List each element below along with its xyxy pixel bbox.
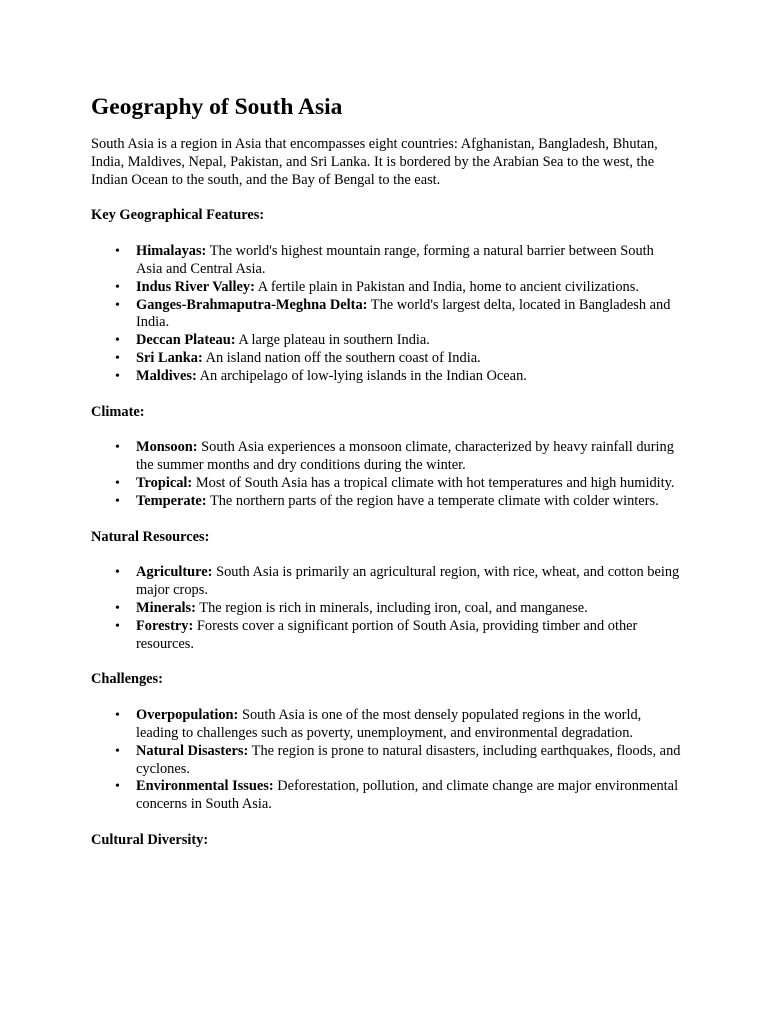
bullet-icon: • — [115, 475, 120, 491]
bullet-list — [91, 439, 683, 510]
list-item — [115, 367, 683, 386]
list-item-text: South Asia is one of the most densely populated regions in the world, leading to challenges such as poverty, unemployment, and environmental degradation. — [136, 707, 642, 741]
list-item-term: Deccan Plateau: — [136, 332, 236, 349]
bullet-icon: • — [115, 600, 120, 616]
list-item — [115, 492, 683, 511]
list-item — [115, 296, 683, 333]
section-heading: Natural Resources: — [91, 528, 210, 545]
list-item — [115, 707, 683, 743]
list-item — [115, 742, 683, 779]
document-sections — [91, 207, 683, 849]
list-item-text: An island nation off the southern coast of India. — [202, 349, 481, 366]
list-item-term: Minerals: — [136, 599, 196, 616]
bullet-icon: • — [115, 618, 120, 634]
list-item — [115, 349, 683, 368]
list-item — [115, 778, 683, 814]
list-item — [115, 617, 683, 654]
list-item — [115, 439, 683, 475]
list-item-term: Natural Disasters: — [136, 742, 249, 759]
list-item-text: South Asia experiences a monsoon climate, characterized by heavy rainfall during the summer months and dry conditions during the winter. — [136, 439, 674, 474]
section-heading: Challenges: — [91, 671, 163, 688]
list-item-term: Monsoon: — [136, 439, 198, 456]
bullet-icon: • — [115, 743, 120, 759]
list-item-text: An archipelago of low-lying islands in the Indian Ocean. — [196, 367, 527, 384]
list-item — [115, 564, 683, 600]
list-item-text: Forests cover a significant portion of South Asia, providing timber and other resources. — [136, 617, 638, 652]
bullet-icon: • — [115, 350, 120, 366]
document-title: Geography of South Asia — [91, 94, 343, 120]
bullet-list — [91, 243, 683, 385]
bullet-icon: • — [115, 244, 120, 260]
list-item — [115, 243, 683, 279]
list-item-text: South Asia is primarily an agricultural region, with rice, wheat, and cotton being major crops. — [136, 564, 680, 599]
list-item-term: Agriculture: — [136, 564, 213, 581]
list-item — [115, 278, 683, 297]
list-item-text: The northern parts of the region have a temperate climate with colder winters. — [206, 492, 659, 509]
bullet-icon: • — [115, 297, 120, 313]
list-item-term: Overpopulation: — [136, 707, 239, 724]
list-item-text: The world's largest delta, located in Bangladesh and India. — [136, 296, 671, 331]
list-item-term: Tropical: — [136, 474, 193, 491]
list-item-term: Environmental Issues: — [136, 778, 274, 795]
list-item-text: The region is rich in minerals, including iron, coal, and manganese. — [195, 599, 588, 616]
bullet-icon: • — [115, 565, 120, 581]
list-item-term: Temperate: — [136, 492, 207, 509]
intro-paragraph: South Asia is a region in Asia that encompasses eight countries: Afghanistan, Bangladesh, Bhutan, India, Maldives, Nepal, Pakistan, and Sri Lanka. It is bordered by the Arabian Sea to the west, the Indian Ocean to the south, and the Bay of Bengal to the east. — [91, 136, 658, 188]
document-page — [91, 93, 683, 868]
bullet-icon: • — [115, 779, 120, 795]
list-item-term: Himalayas: — [136, 243, 207, 260]
list-item — [115, 474, 683, 493]
list-item — [115, 599, 683, 618]
list-item-text: A large plateau in southern India. — [235, 332, 430, 349]
list-item-term: Forestry: — [136, 617, 194, 634]
bullet-icon: • — [115, 368, 120, 384]
section-heading: Climate: — [91, 403, 145, 420]
bullet-icon: • — [115, 493, 120, 509]
list-item-text: The world's highest mountain range, forming a natural barrier between South Asia and Central Asia. — [136, 243, 654, 277]
list-item — [115, 332, 683, 350]
list-item-text: Deforestation, pollution, and climate change are major environmental concerns in South Asia. — [136, 778, 679, 813]
list-item-text: Most of South Asia has a tropical climate with hot temperatures and high humidity. — [192, 474, 675, 491]
section-heading: Cultural Diversity: — [91, 831, 209, 848]
bullet-list — [91, 707, 683, 814]
list-item-term: Maldives: — [136, 367, 197, 384]
list-item-term: Sri Lanka: — [136, 349, 203, 366]
bullet-icon: • — [115, 708, 120, 724]
bullet-icon: • — [115, 333, 120, 349]
list-item-text: A fertile plain in Pakistan and India, home to ancient civilizations. — [254, 278, 639, 295]
list-item-term: Ganges-Brahmaputra-Meghna Delta: — [136, 296, 368, 313]
bullet-icon: • — [115, 279, 120, 295]
bullet-list — [91, 564, 683, 653]
list-item-text: The region is prone to natural disasters, including earthquakes, floods, and cyclones. — [136, 742, 681, 777]
list-item-term: Indus River Valley: — [136, 278, 255, 295]
bullet-icon: • — [115, 440, 120, 456]
section-heading: Key Geographical Features: — [91, 207, 265, 224]
